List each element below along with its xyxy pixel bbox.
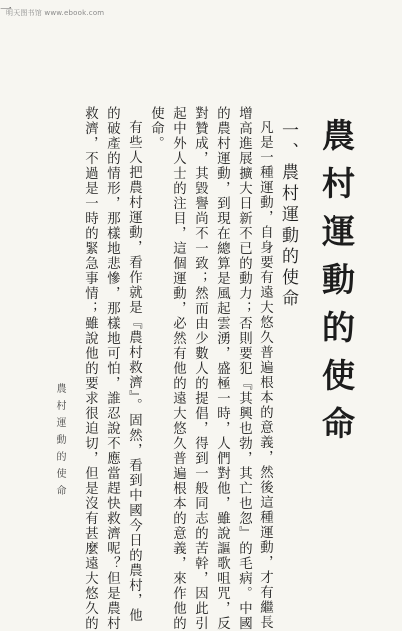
body-line: 的破產的情形，那樣地悲慘，那樣地可怕，誰忍說不應當趕快救濟呢？但是農村 xyxy=(104,106,120,631)
body-line: 的農村運動，到現在總算是風起雲湧，盛極一時，人們對他，雖說謳歌咀咒，反 xyxy=(214,106,230,631)
body-line: 救濟，不過是一時的緊急事情；雖說他的要求很迫切，但是沒有甚麼遠大悠久的 xyxy=(82,106,98,631)
body-line: 使命。 xyxy=(148,106,164,151)
section-heading: 一、農村運動的使命 xyxy=(278,121,298,310)
body-line: 有些人把農村運動，看作就是『農村救濟』。固然，看到中國今日的農村，他 xyxy=(126,120,142,624)
body-line: 增高進展擴大日新不已的動力；否則要犯『其興也勃，其亡也忽』的毛病。中國 xyxy=(236,106,252,631)
chapter-title: 農村運動的使命 xyxy=(317,118,356,454)
body-line: 起中外人士的注目，這個運動，必然有他的遠大悠久普遍根本的意義，來作他的 xyxy=(170,106,186,631)
running-head: 農村運動的使命 xyxy=(54,383,65,502)
body-line: 對贊成，其毀譽尚不一致；然而由少數人的提倡，得到一般同志的苦幹，因此引 xyxy=(192,106,208,631)
watermark: 明天图书馆 www.ebook.com xyxy=(6,9,105,17)
page-number: 一 xyxy=(0,2,13,16)
body-line: 凡是一種運動，自身要有遠大悠久普遍根本的意義，然後這種運動，才有繼長 xyxy=(257,120,273,630)
